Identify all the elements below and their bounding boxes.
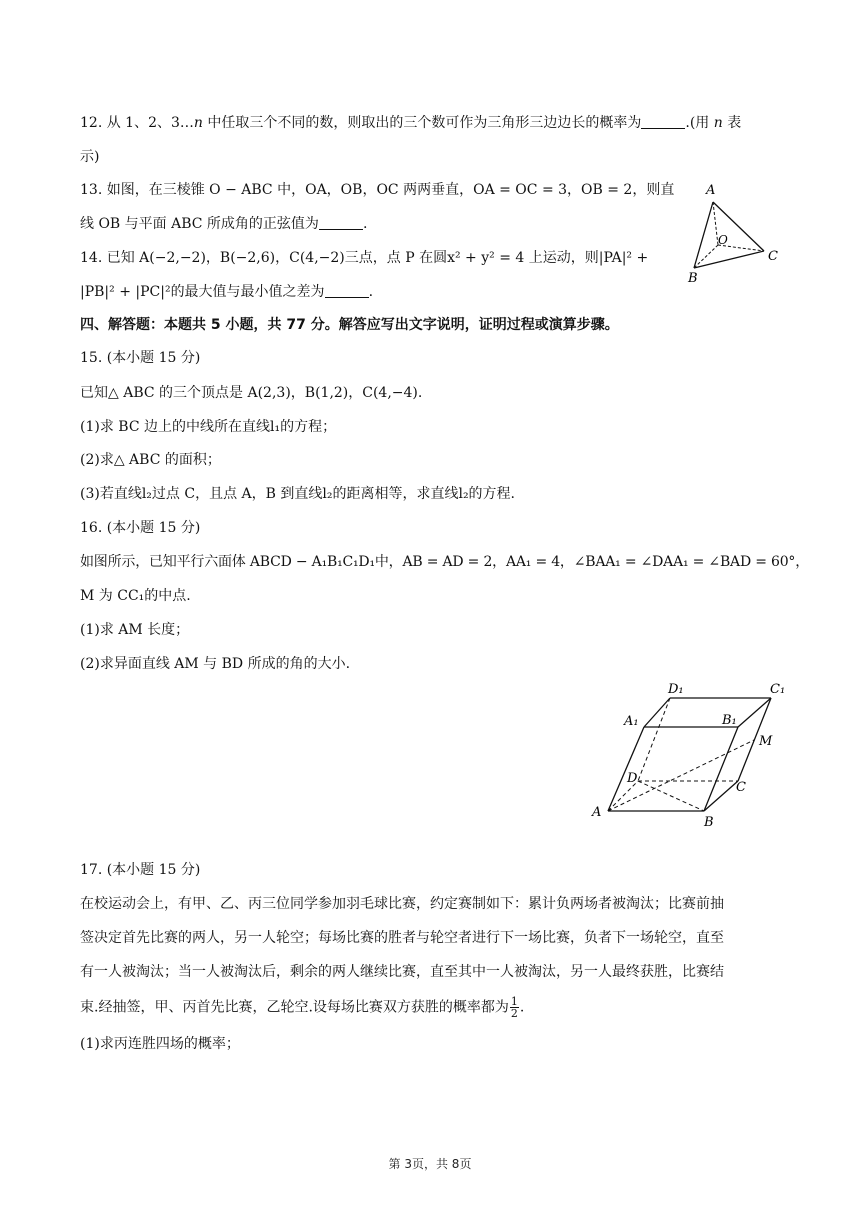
q13-text-b: . — [362, 216, 368, 232]
q17-line-4-text: 束.经抽签，甲、丙首先比赛，乙轮空.设每场比赛双方获胜的概率都为 — [80, 999, 509, 1016]
prism-label-d1: D₁ — [668, 682, 684, 697]
q12-line-1 — [80, 113, 741, 133]
q13-line-2 — [80, 214, 367, 234]
prism-label-d: D — [627, 771, 638, 786]
q13-text-a: 线 OB 与平面 ABC 所成角的正弦值为 — [80, 216, 319, 232]
prism-label-b1: B₁ — [722, 713, 737, 728]
page-footer: 第 3页，共 8页 — [388, 1157, 472, 1171]
q17-fraction-num: 1 — [510, 995, 518, 1008]
q16-stem-2: M 为 CC₁的中点. — [80, 588, 191, 604]
q14-line-1: 14. 已知 A(−2,−2)，B(−2,6)，C(4,−2)三点，点 P 在圆x² + y² = 4 上运动，则|PA|² + — [80, 250, 649, 266]
q13-answer-blank — [319, 215, 363, 230]
q17-fraction — [510, 996, 519, 1019]
tetrahedron-figure — [680, 178, 790, 288]
q14-line-2 — [80, 282, 373, 302]
q12-text-d: 表 — [722, 115, 742, 131]
prism-label-c1: C₁ — [770, 682, 786, 697]
q14-text-a: |PB|² + |PC|²的最大值与最小值之差为 — [80, 284, 325, 300]
q15-part-3: (3)若直线l₂过点 C，且点 A，B 到直线l₂的距离相等，求直线l₂的方程. — [80, 486, 516, 502]
q17-part-1: (1)求丙连胜四场的概率； — [80, 1036, 240, 1052]
q16-header: 16. (本小题 15 分) — [80, 520, 201, 536]
q16-stem-1: 如图所示，已知平行六面体 ABCD − A₁B₁C₁D₁中，AB = AD = 2，AA₁ = 4，∠BAA₁ = ∠DAA₁ = ∠BAD = 60°， — [80, 554, 810, 570]
q15-stem: 已知△ ABC 的三个顶点是 A(2,3)，B(1,2)，C(4,−4). — [80, 385, 423, 401]
tetra-label-c: C — [768, 249, 778, 264]
q17-header: 17. (本小题 15 分) — [80, 862, 201, 878]
q12-text-c: .(用 — [685, 115, 714, 131]
q15-part-2: (2)求△ ABC 的面积； — [80, 452, 221, 468]
q16-part-2: (2)求异面直线 AM 与 BD 所成的角的大小. — [80, 656, 351, 672]
q12-var-n: n — [193, 115, 203, 131]
tetra-label-a: A — [706, 183, 716, 198]
q14-answer-blank — [325, 283, 369, 298]
q13-line-1: 13. 如图，在三棱锥 O − ABC 中，OA，OB，OC 两两垂直，OA = OC = 3，OB = 2，则直 — [80, 182, 675, 198]
prism-label-a: A — [592, 805, 602, 820]
q15-header: 15. (本小题 15 分) — [80, 350, 201, 366]
section-4-heading: 四、解答题：本题共 5 小题，共 77 分。解答应写出文字说明，证明过程或演算步骤。 — [80, 317, 619, 333]
q12-answer-blank — [641, 114, 685, 129]
q17-line-2: 签决定首先比赛的两人，另一人轮空；每场比赛的胜者与轮空者进行下一场比赛，负者下一场轮空，直至 — [80, 930, 724, 946]
q17-line-4 — [80, 996, 524, 1019]
q16-part-1: (1)求 AM 长度； — [80, 622, 190, 638]
tetra-label-o: O — [718, 233, 728, 247]
q14-text-b: . — [368, 284, 374, 300]
prism-label-m: M — [759, 734, 773, 749]
q17-line-1: 在校运动会上，有甲、乙、丙三位同学参加羽毛球比赛，约定赛制如下：累计负两场者被淘汰；比赛前抽 — [80, 896, 724, 912]
prism-label-a1: A₁ — [624, 714, 639, 729]
q17-line-3: 有一人被淘汰；当一人被淘汰后，剩余的两人继续比赛，直至其中一人被淘汰，另一人最终获胜，比赛结 — [80, 964, 724, 980]
q12-text-b: 中任取三个不同的数，则取出的三个数可作为三角形三边边长的概率为 — [202, 115, 642, 131]
prism-label-c: C — [736, 780, 746, 795]
q12-text-a: 12. 从 1、2、3… — [80, 115, 194, 131]
q15-part-1: (1)求 BC 边上的中线所在直线l₁的方程； — [80, 419, 337, 435]
q17-line-4-end: . — [519, 999, 525, 1016]
q17-fraction-den: 2 — [510, 1007, 518, 1020]
parallelepiped-figure — [588, 675, 793, 830]
q12-line-2: 示) — [80, 149, 100, 165]
tetra-label-b: B — [688, 271, 698, 286]
q12-var-n2: n — [713, 115, 723, 131]
prism-label-b: B — [704, 815, 714, 830]
